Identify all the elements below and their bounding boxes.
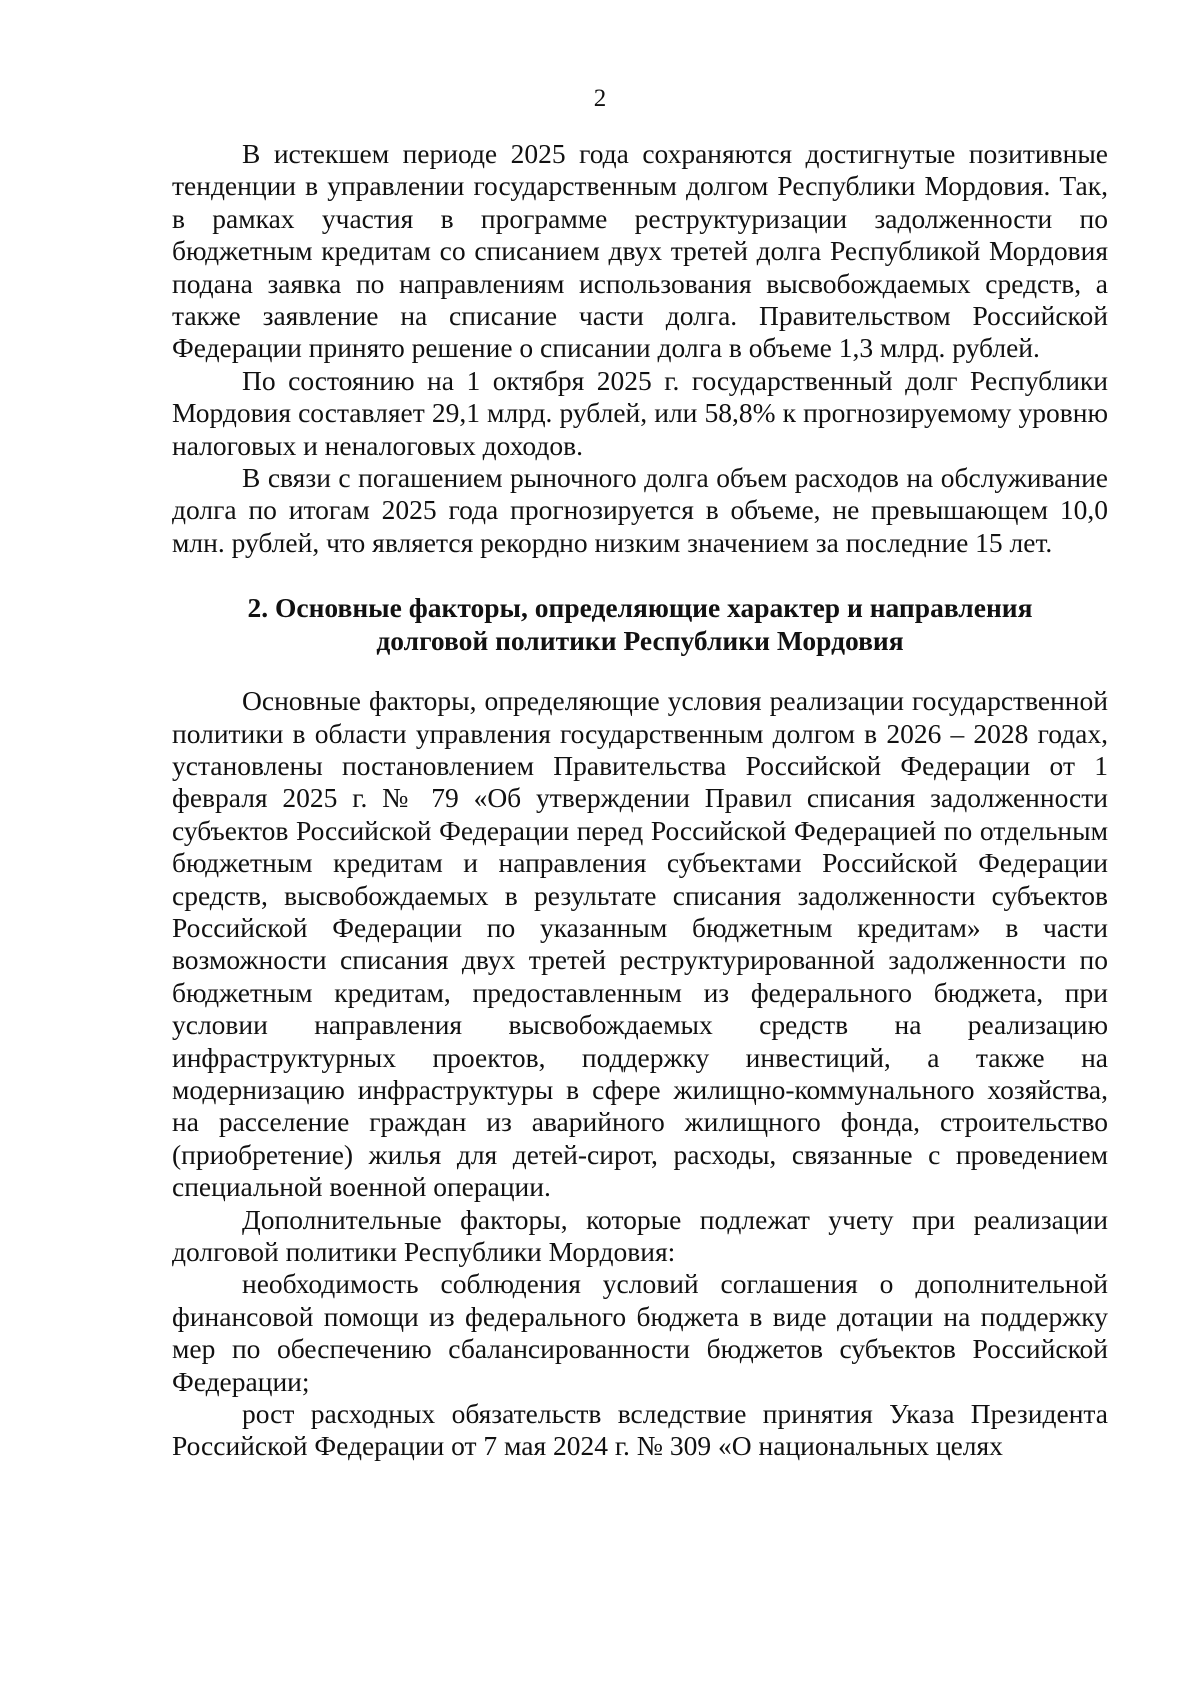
document-body (172, 138, 1108, 1463)
paragraph-debt-service: В связи с погашением рыночного долга объем расходов на обслуживание долга по итогам 2025 года прогнозируется в объеме, не превышающем 10,0 млн. рублей, что является рекордно низким значением за последние 15 лет. (172, 462, 1108, 558)
paragraph-additional-factors: Дополнительные факторы, которые подлежат учету при реализации долговой политики Республики Мордовия: (172, 1203, 1108, 1267)
paragraph-main-factors: Основные факторы, определяющие условия реализации государственной политики в области управления государственным долгом в 2026 – 2028 годах, установлены постановлением Правительства Российской Федерации от 1 февраля 2025 г. № 79 «Об утверждении Правил списания задолженности субъектов Российской Федерации перед Российской Федерацией по отдельным бюджетным кредитам и направления субъектами Российской Федерации средств, высвобождаемых в результате списания задолженности субъектов Российской Федерации по указанным бюджетным кредитам» в части возможности списания двух третей реструктурированной задолженности по бюджетным кредитам, предоставленным из федерального бюджета, при условии направления высвобождаемых средств на реализацию инфраструктурных проектов, поддержку инвестиций, а также на модернизацию инфраструктуры в сфере жилищно-коммунального хозяйства, на расселение граждан из аварийного жилищного фонда, строительство (приобретение) жилья для детей-сирот, расходы, связанные с проведением специальной военной операции. (172, 685, 1108, 1203)
paragraph-debt-trends: В истекшем периоде 2025 года сохраняются достигнутые позитивные тенденции в управлении государственным долгом Республики Мордовия. Так, в рамках участия в программе реструктуризации задолженности по бюджетным кредитам со списанием двух третей долга Республикой Мордовия подана заявка по направлениям использования высвобождаемых средств, а также заявление на списание части долга. Правительством Российской Федерации принято решение о списании долга в объеме 1,3 млрд. рублей. (172, 138, 1108, 364)
section-heading-line-2: долговой политики Республики Мордовия (376, 624, 904, 656)
section-heading (172, 559, 1108, 685)
paragraph-debt-status: По состоянию на 1 октября 2025 г. государственный долг Республики Мордовия составляет 29,1 млрд. рублей, или 58,8% к прогнозируемому уровню налоговых и неналоговых доходов. (172, 364, 1108, 461)
paragraph-agreement-conditions: необходимость соблюдения условий соглашения о дополнительной финансовой помощи из федерального бюджета в виде дотации на поддержку мер по обеспечению сбалансированности бюджетов субъектов Российской Федерации; (172, 1268, 1108, 1397)
page-number: 2 (593, 85, 607, 112)
paragraph-expenditure-growth: рост расходных обязательств вследствие принятия Указа Президента Российской Федерации от 7 мая 2024 г. № 309 «О национальных целях (172, 1398, 1108, 1462)
section-heading-line-1: 2. Основные факторы, определяющие характер и направления (247, 592, 1033, 624)
